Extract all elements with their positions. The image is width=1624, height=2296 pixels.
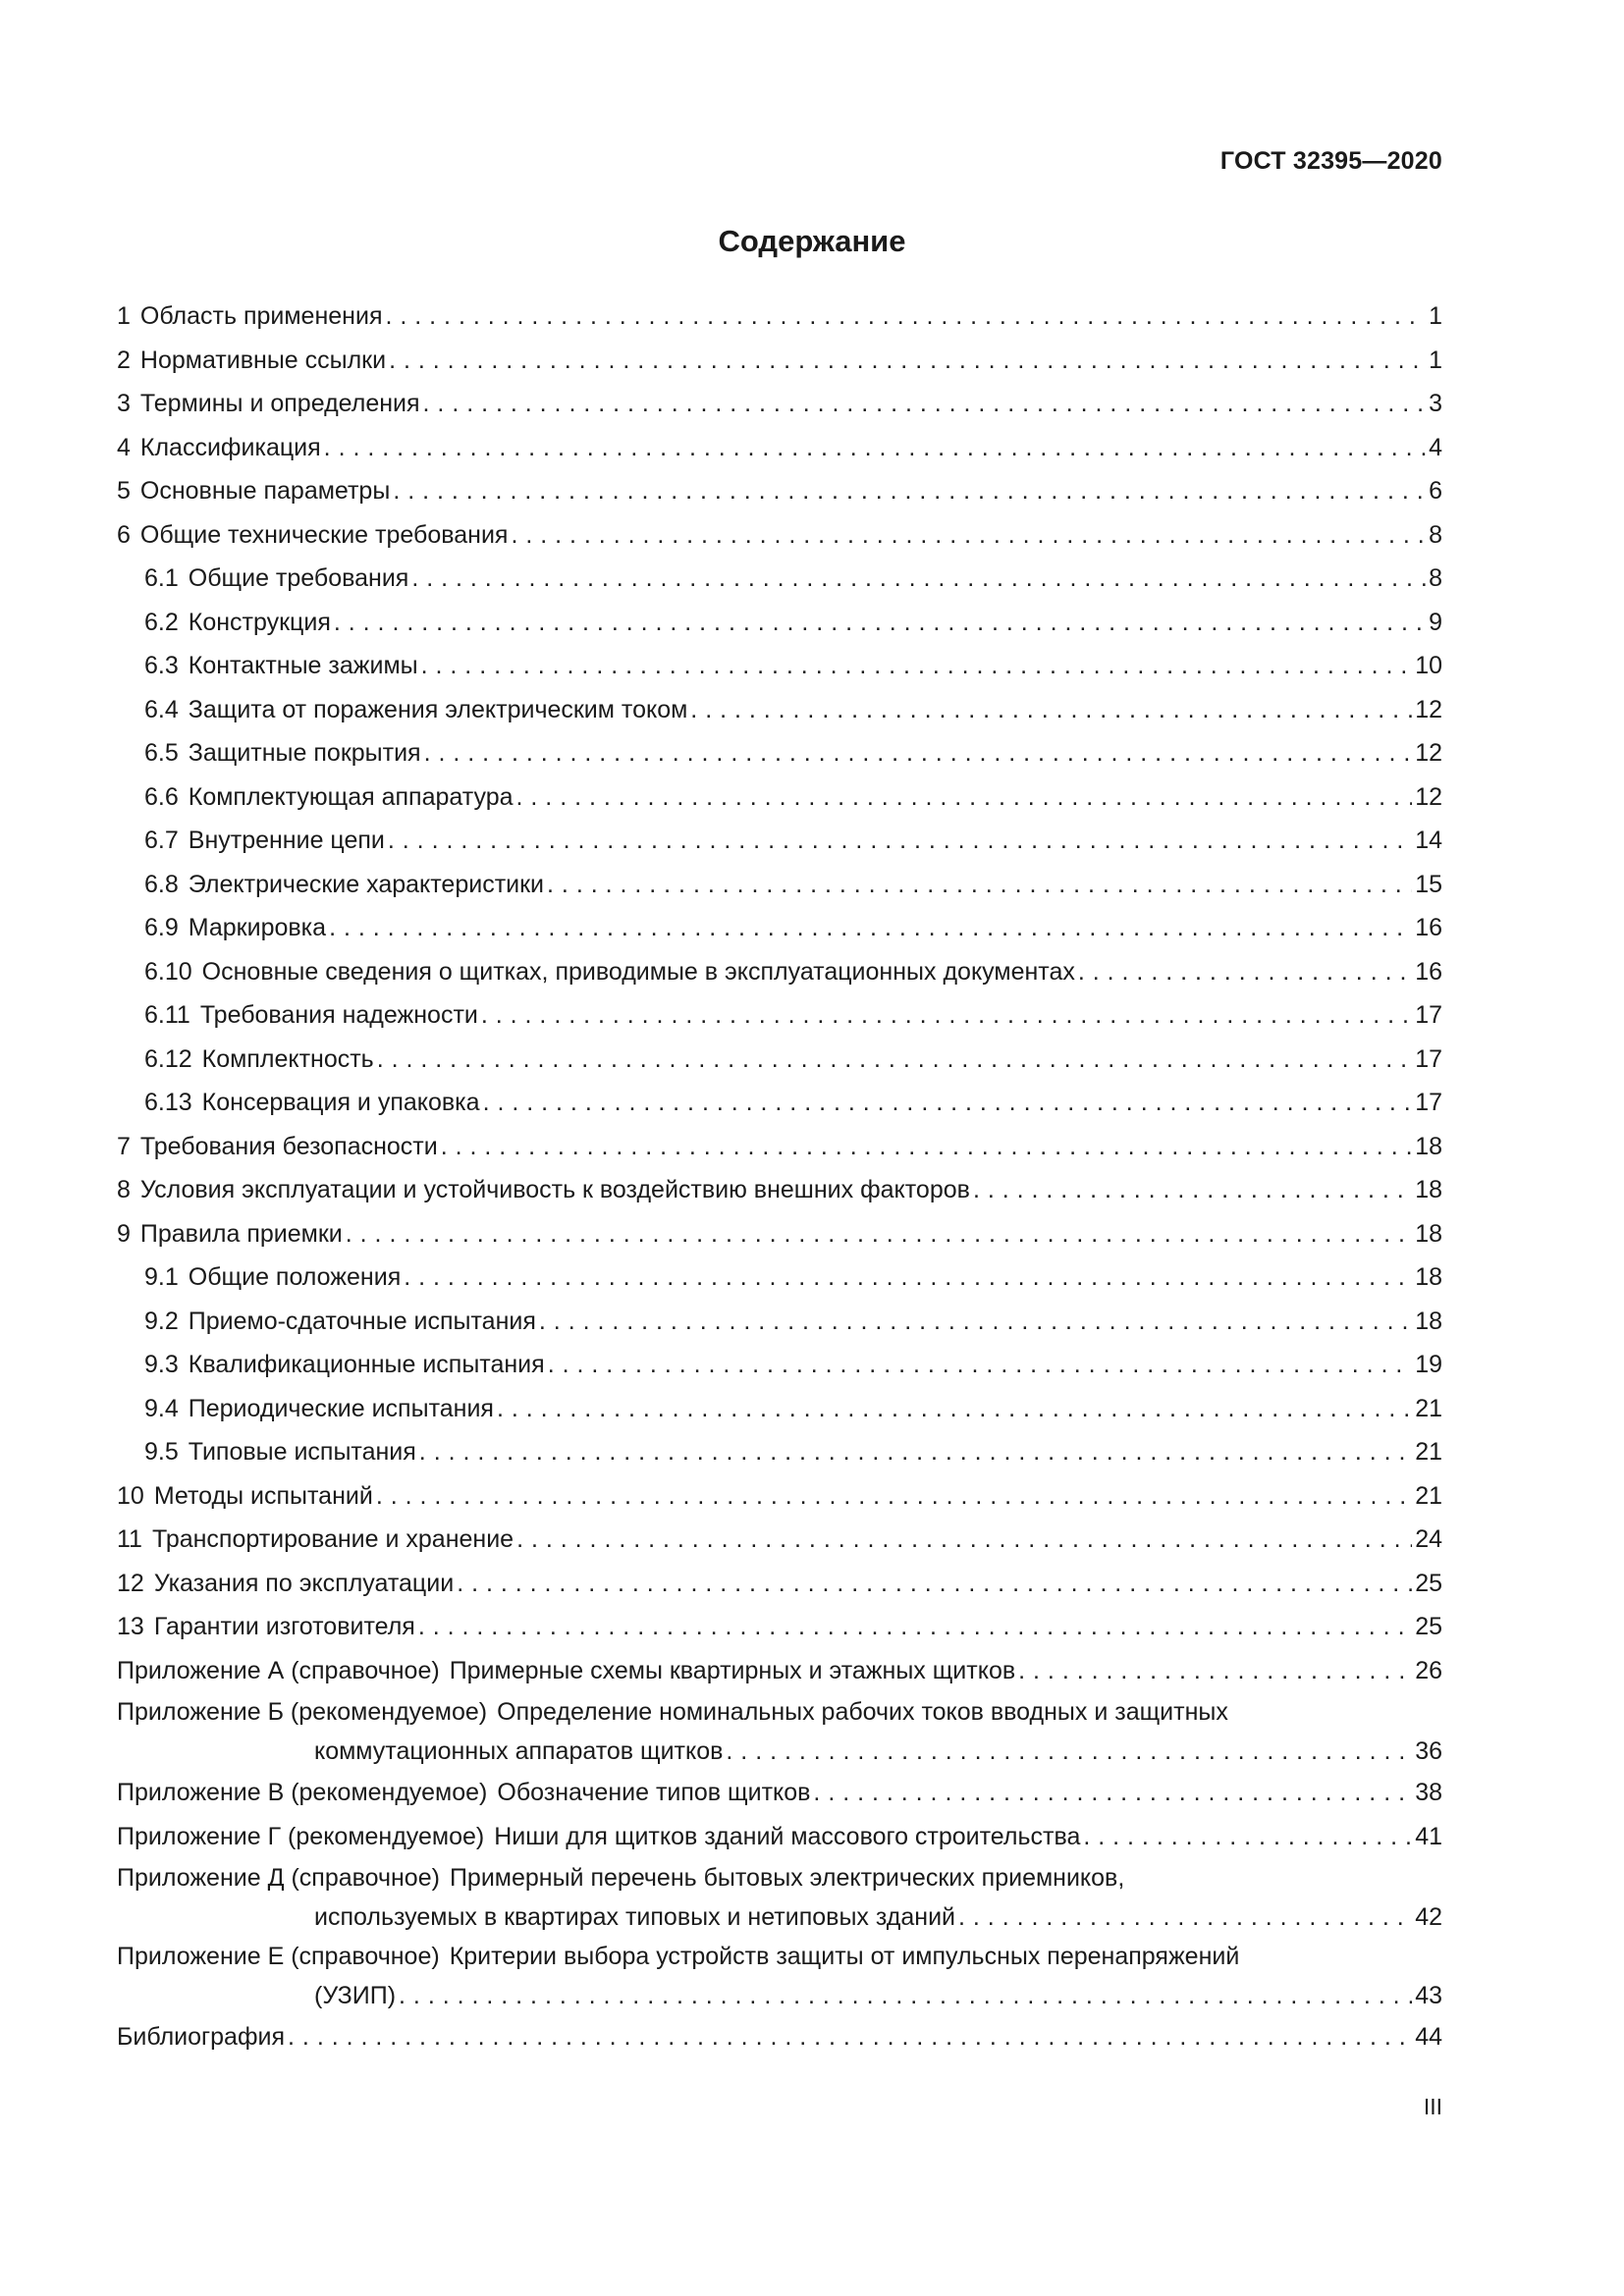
toc-entry[interactable]: 4 Классификация . . . 4 xyxy=(117,426,1442,470)
toc-entry[interactable]: 9.1 Общие положения . . . 18 xyxy=(117,1255,1442,1300)
toc-entry[interactable]: 11 Транспортирование и хранение . . . 24 xyxy=(117,1518,1442,1562)
toc-appendix-g[interactable]: Приложение Г (рекомендуемое) Ниши для щитков зданий массового строительства . . . 41 xyxy=(117,1815,1442,1859)
toc-appendix-v[interactable]: Приложение В (рекомендуемое) Обозначение типов щитков . . . 38 xyxy=(117,1771,1442,1815)
table-of-contents xyxy=(117,294,1442,2059)
toc-appendix-a[interactable]: Приложение А (справочное) Примерные схемы квартирных и этажных щитков . . . 26 xyxy=(117,1649,1442,1693)
toc-entry[interactable]: 9.5 Типовые испытания . . . 21 xyxy=(117,1430,1442,1474)
toc-appendix-b-continuation[interactable]: коммутационных аппаратов щитков . . . 36 xyxy=(117,1732,1442,1771)
page-number: III xyxy=(1423,2094,1442,2119)
toc-entry[interactable]: 6.7 Внутренние цепи . . . 14 xyxy=(117,819,1442,863)
toc-appendix-d[interactable]: Приложение Д (справочное) Примерный перечень бытовых электрических приемников, xyxy=(117,1864,1125,1892)
toc-entry[interactable]: 6.9 Маркировка . . . 16 xyxy=(117,906,1442,950)
toc-appendix-e[interactable]: Приложение Е (справочное) Критерии выбора устройств защиты от импульсных перенапряжений xyxy=(117,1943,1240,1970)
toc-entry[interactable]: 6.6 Комплектующая аппаратура . . . 12 xyxy=(117,775,1442,820)
toc-entry[interactable]: 6 Общие технические требования . . . 8 xyxy=(117,513,1442,558)
toc-appendix-d-continuation[interactable]: используемых в квартирах типовых и нетиповых зданий . . . 42 xyxy=(117,1897,1442,1937)
toc-entry[interactable]: 13 Гарантии изготовителя . . . 25 xyxy=(117,1605,1442,1649)
toc-entry[interactable]: 7 Требования безопасности . . . 18 xyxy=(117,1125,1442,1169)
toc-entry[interactable]: 8 Условия эксплуатации и устойчивость к воздействию внешних факторов . . . 18 xyxy=(117,1168,1442,1212)
toc-entry[interactable]: 9.4 Периодические испытания . . . 21 xyxy=(117,1387,1442,1431)
toc-entry[interactable]: 6.5 Защитные покрытия . . . 12 xyxy=(117,731,1442,775)
toc-entry[interactable]: 12 Указания по эксплуатации . . . 25 xyxy=(117,1562,1442,1606)
toc-entry[interactable]: 6.8 Электрические характеристики . . . 15 xyxy=(117,863,1442,907)
toc-entry[interactable]: 6.10 Основные сведения о щитках, приводимые в эксплуатационных документах . . . 16 xyxy=(117,950,1442,994)
toc-appendix-b[interactable]: Приложение Б (рекомендуемое) Определение номинальных рабочих токов вводных и защитных xyxy=(117,1698,1228,1726)
toc-bibliography[interactable]: Библиография . . . 44 xyxy=(117,2015,1442,2059)
toc-entry[interactable]: 10 Методы испытаний . . . 21 xyxy=(117,1474,1442,1519)
toc-entry[interactable]: 3 Термины и определения . . . 3 xyxy=(117,382,1442,426)
toc-entry[interactable]: 6.4 Защита от поражения электрическим током . . . 12 xyxy=(117,688,1442,732)
toc-entry[interactable]: 6.11 Требования надежности . . . 17 xyxy=(117,993,1442,1038)
document-code: ГОСТ 32395—2020 xyxy=(1219,147,1442,175)
toc-appendix-e-continuation[interactable]: (УЗИП) . . . 43 xyxy=(117,1976,1442,2015)
toc-entry[interactable]: 6.13 Консервация и упаковка . . . 17 xyxy=(117,1081,1442,1125)
toc-entry[interactable]: 6.1 Общие требования . . . 8 xyxy=(117,557,1442,601)
toc-entry[interactable]: 1 Область применения . . . 1 xyxy=(117,294,1442,339)
toc-entry[interactable]: 6.2 Конструкция . . . 9 xyxy=(117,601,1442,645)
toc-entry[interactable]: 9.2 Приемо-сдаточные испытания . . . 18 xyxy=(117,1300,1442,1344)
toc-entry[interactable]: 6.12 Комплектность . . . 17 xyxy=(117,1038,1442,1082)
toc-entry[interactable]: 6.3 Контактные зажимы . . . 10 xyxy=(117,644,1442,688)
page-title: Содержание xyxy=(718,224,906,258)
toc-entry[interactable]: 9 Правила приемки . . . 18 xyxy=(117,1212,1442,1256)
toc-entry[interactable]: 2 Нормативные ссылки . . . 1 xyxy=(117,339,1442,383)
toc-entry[interactable]: 9.3 Квалификационные испытания . . . 19 xyxy=(117,1343,1442,1387)
toc-entry[interactable]: 5 Основные параметры . . . 6 xyxy=(117,469,1442,513)
